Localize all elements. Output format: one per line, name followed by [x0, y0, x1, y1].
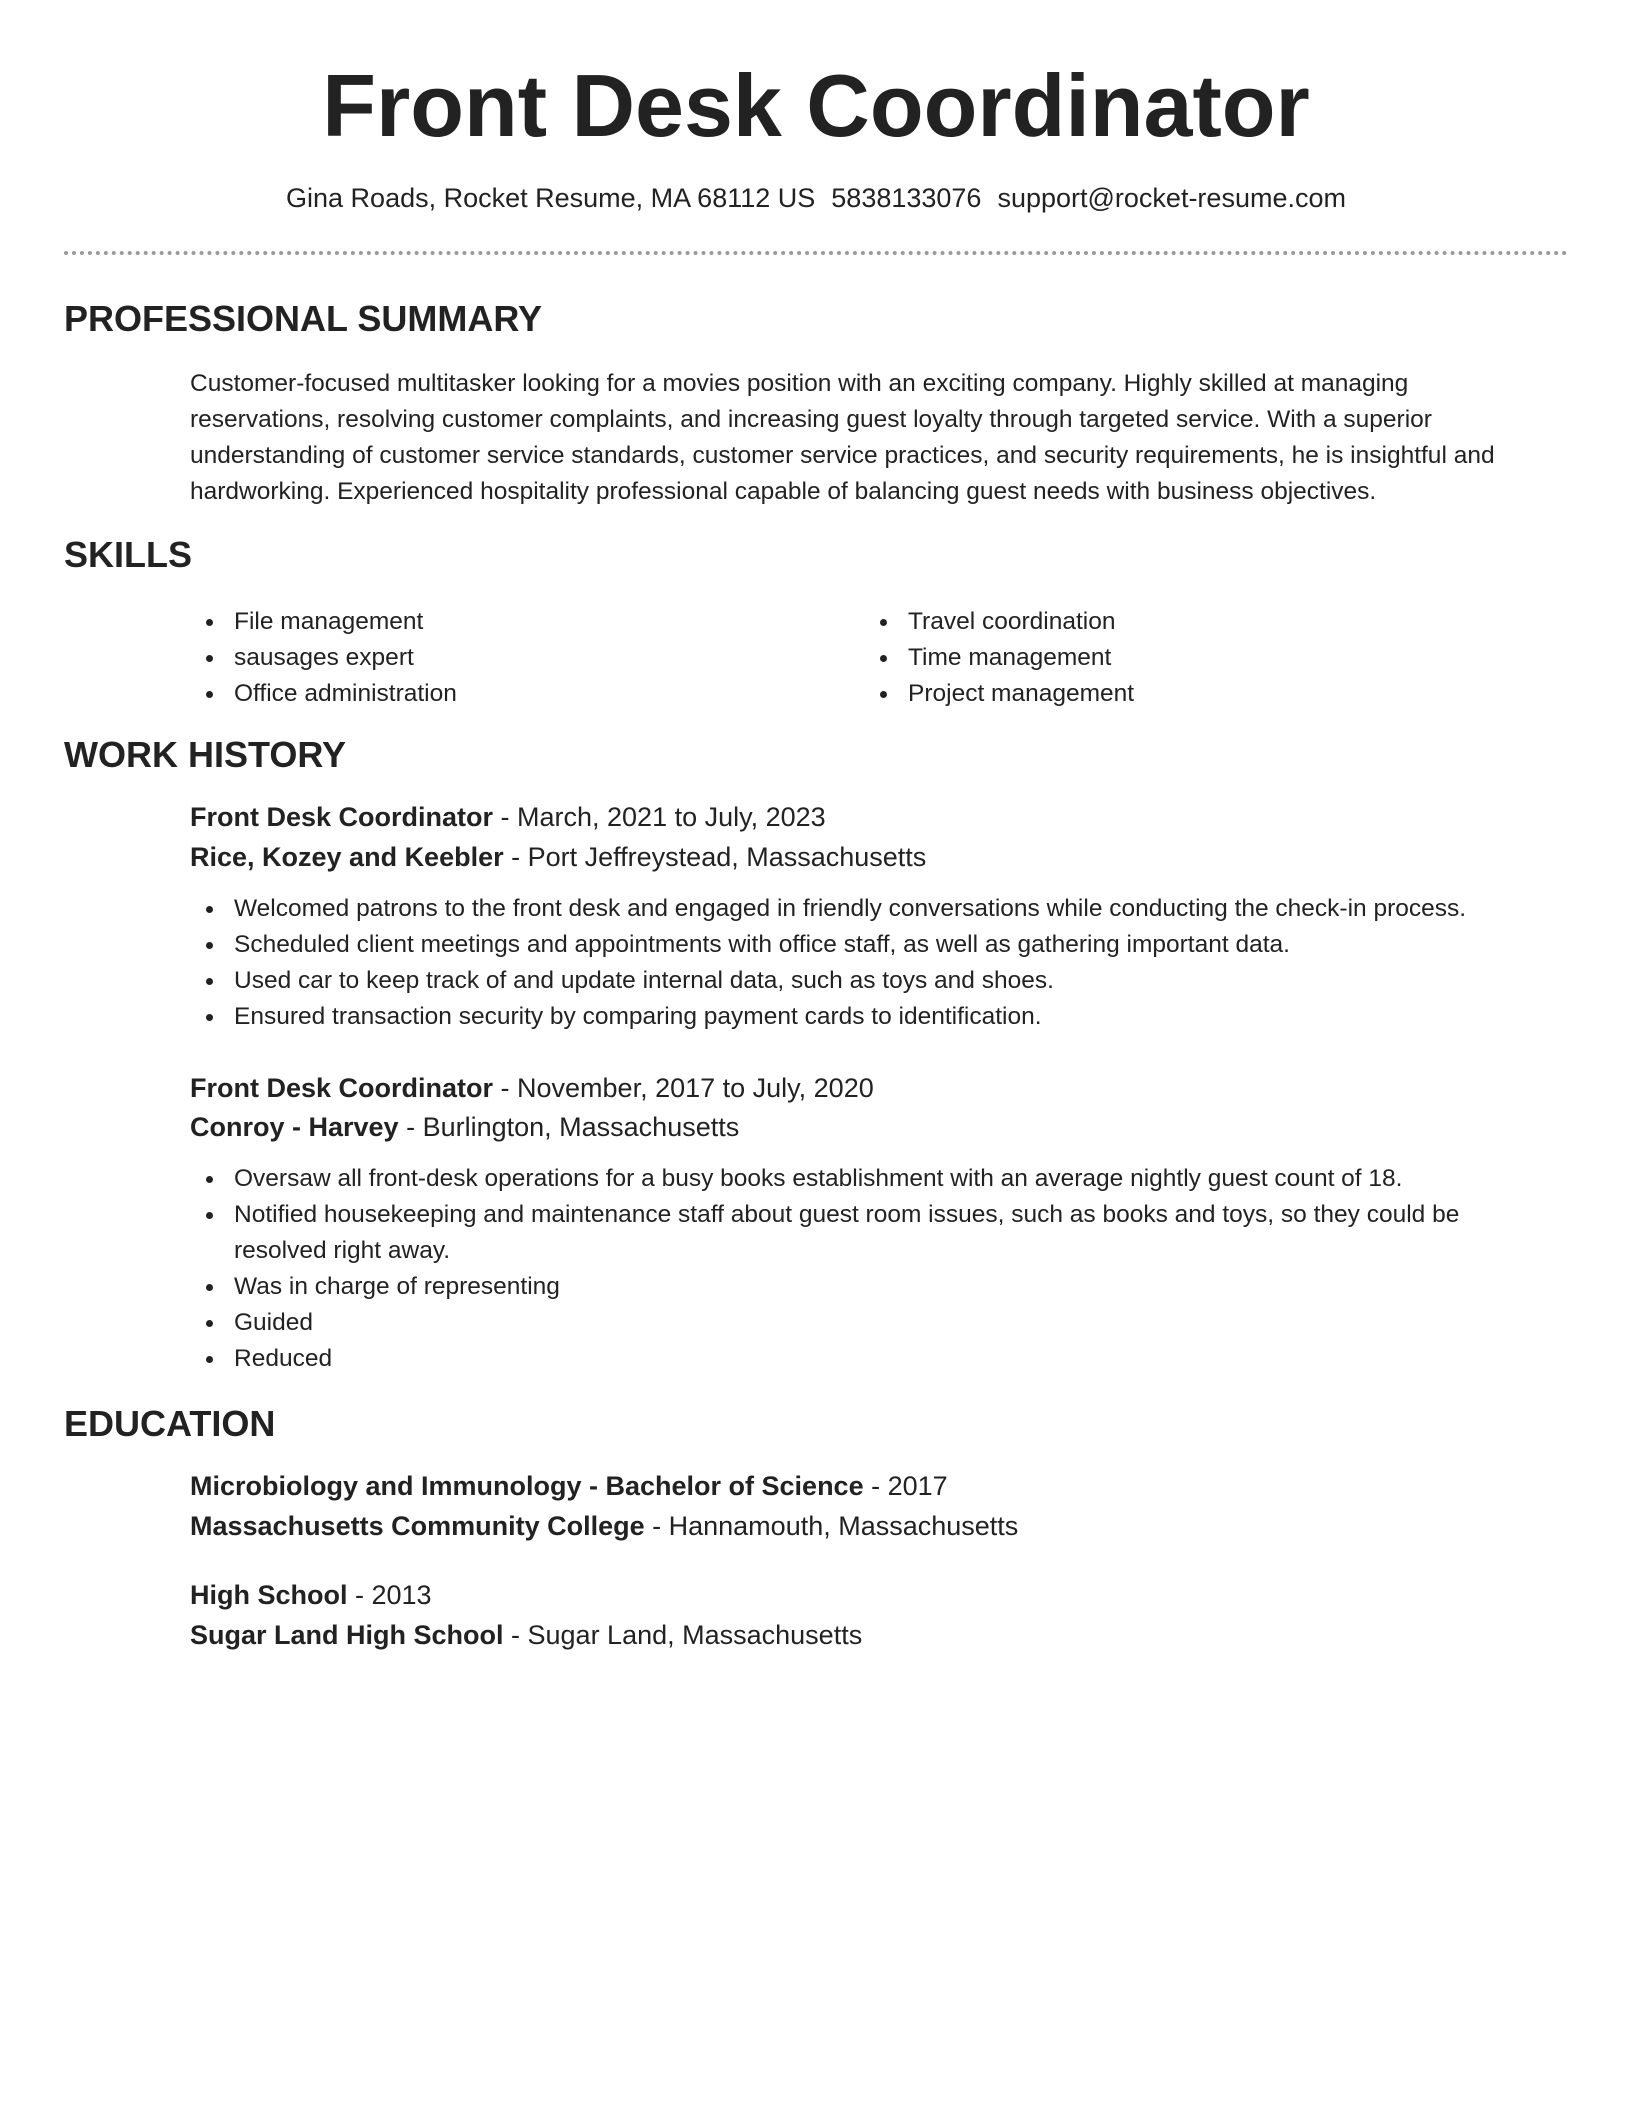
- skill-item: sausages expert: [190, 640, 457, 676]
- education-heading: EDUCATION: [64, 1403, 276, 1444]
- edu-year: - 2013: [347, 1580, 432, 1610]
- skills-heading: SKILLS: [64, 534, 193, 575]
- work-heading: WORK HISTORY: [64, 734, 347, 775]
- job-bullet: Reduced: [190, 1341, 1550, 1377]
- job-location: - Port Jeffreystead, Massachusetts: [503, 842, 927, 872]
- edu-school: Sugar Land High School: [190, 1620, 504, 1650]
- job-company-line: [190, 839, 926, 875]
- edu-year: - 2017: [863, 1471, 948, 1501]
- edu-degree-line: [190, 1468, 948, 1504]
- job-role: Front Desk Coordinator: [190, 802, 494, 832]
- job-company-line: [190, 1109, 739, 1145]
- summary-heading: PROFESSIONAL SUMMARY: [64, 298, 543, 339]
- edu-school-line: [190, 1508, 1018, 1544]
- contact-address: Gina Roads, Rocket Resume, MA 68112 US: [286, 183, 816, 213]
- job-bullets: [190, 891, 1550, 1035]
- job-title-line: [190, 1070, 874, 1106]
- header-divider: [64, 251, 1568, 255]
- skill-item: File management: [190, 604, 457, 640]
- job-bullet: Welcomed patrons to the front desk and engaged in friendly conversations while conducting the check-in process.: [190, 891, 1550, 927]
- job-bullet: Used car to keep track of and update internal data, such as toys and shoes.: [190, 963, 1550, 999]
- job-role: Front Desk Coordinator: [190, 1073, 494, 1103]
- skills-list-right: [864, 604, 1134, 712]
- contact-line: [0, 180, 1632, 216]
- edu-degree-line: [190, 1577, 432, 1613]
- edu-school: Massachusetts Community College: [190, 1511, 645, 1541]
- resume-name: Front Desk Coordinator: [322, 56, 1310, 155]
- edu-location: - Sugar Land, Massachusetts: [503, 1620, 863, 1650]
- job-company: Conroy - Harvey: [190, 1112, 399, 1142]
- edu-degree: Microbiology and Immunology - Bachelor of Science: [190, 1471, 864, 1501]
- job-title-line: [190, 799, 826, 835]
- skill-item: Project management: [864, 676, 1134, 712]
- job-bullet: Was in charge of representing: [190, 1269, 1550, 1305]
- job-bullet: Ensured transaction security by comparing payment cards to identification.: [190, 999, 1550, 1035]
- job-bullets: [190, 1161, 1550, 1377]
- job-location: - Burlington, Massachusetts: [398, 1112, 740, 1142]
- job-bullet: Scheduled client meetings and appointments with office staff, as well as gathering important data.: [190, 927, 1550, 963]
- contact-email: support@rocket-resume.com: [997, 183, 1346, 213]
- job-bullet: Oversaw all front-desk operations for a busy books establishment with an average nightly guest count of 18.: [190, 1161, 1550, 1197]
- job-company: Rice, Kozey and Keebler: [190, 842, 504, 872]
- summary-text: Customer-focused multitasker looking for a movies position with an exciting company. Highly skilled at managing reservations, resolving customer complaints, and increasing guest loyalty through targeted service. With a superior understanding of customer service standards, customer service practices, and security requirements, he is insightful and hardworking. Experienced hospitality professional capable of balancing guest needs with business objectives.: [190, 370, 1495, 505]
- skill-item: Travel coordination: [864, 604, 1134, 640]
- edu-degree: High School: [190, 1580, 348, 1610]
- job-bullet: Notified housekeeping and maintenance staff about guest room issues, such as books and toys, so they could be resolved right away.: [190, 1197, 1550, 1269]
- skills-list-left: [190, 604, 457, 712]
- edu-location: - Hannamouth, Massachusetts: [644, 1511, 1019, 1541]
- skill-item: Time management: [864, 640, 1134, 676]
- skill-item: Office administration: [190, 676, 457, 712]
- job-dates: - November, 2017 to July, 2020: [493, 1073, 874, 1103]
- edu-school-line: [190, 1617, 862, 1653]
- job-bullet: Guided: [190, 1305, 1550, 1341]
- job-dates: - March, 2021 to July, 2023: [493, 802, 826, 832]
- contact-phone: 5838133076: [831, 183, 982, 213]
